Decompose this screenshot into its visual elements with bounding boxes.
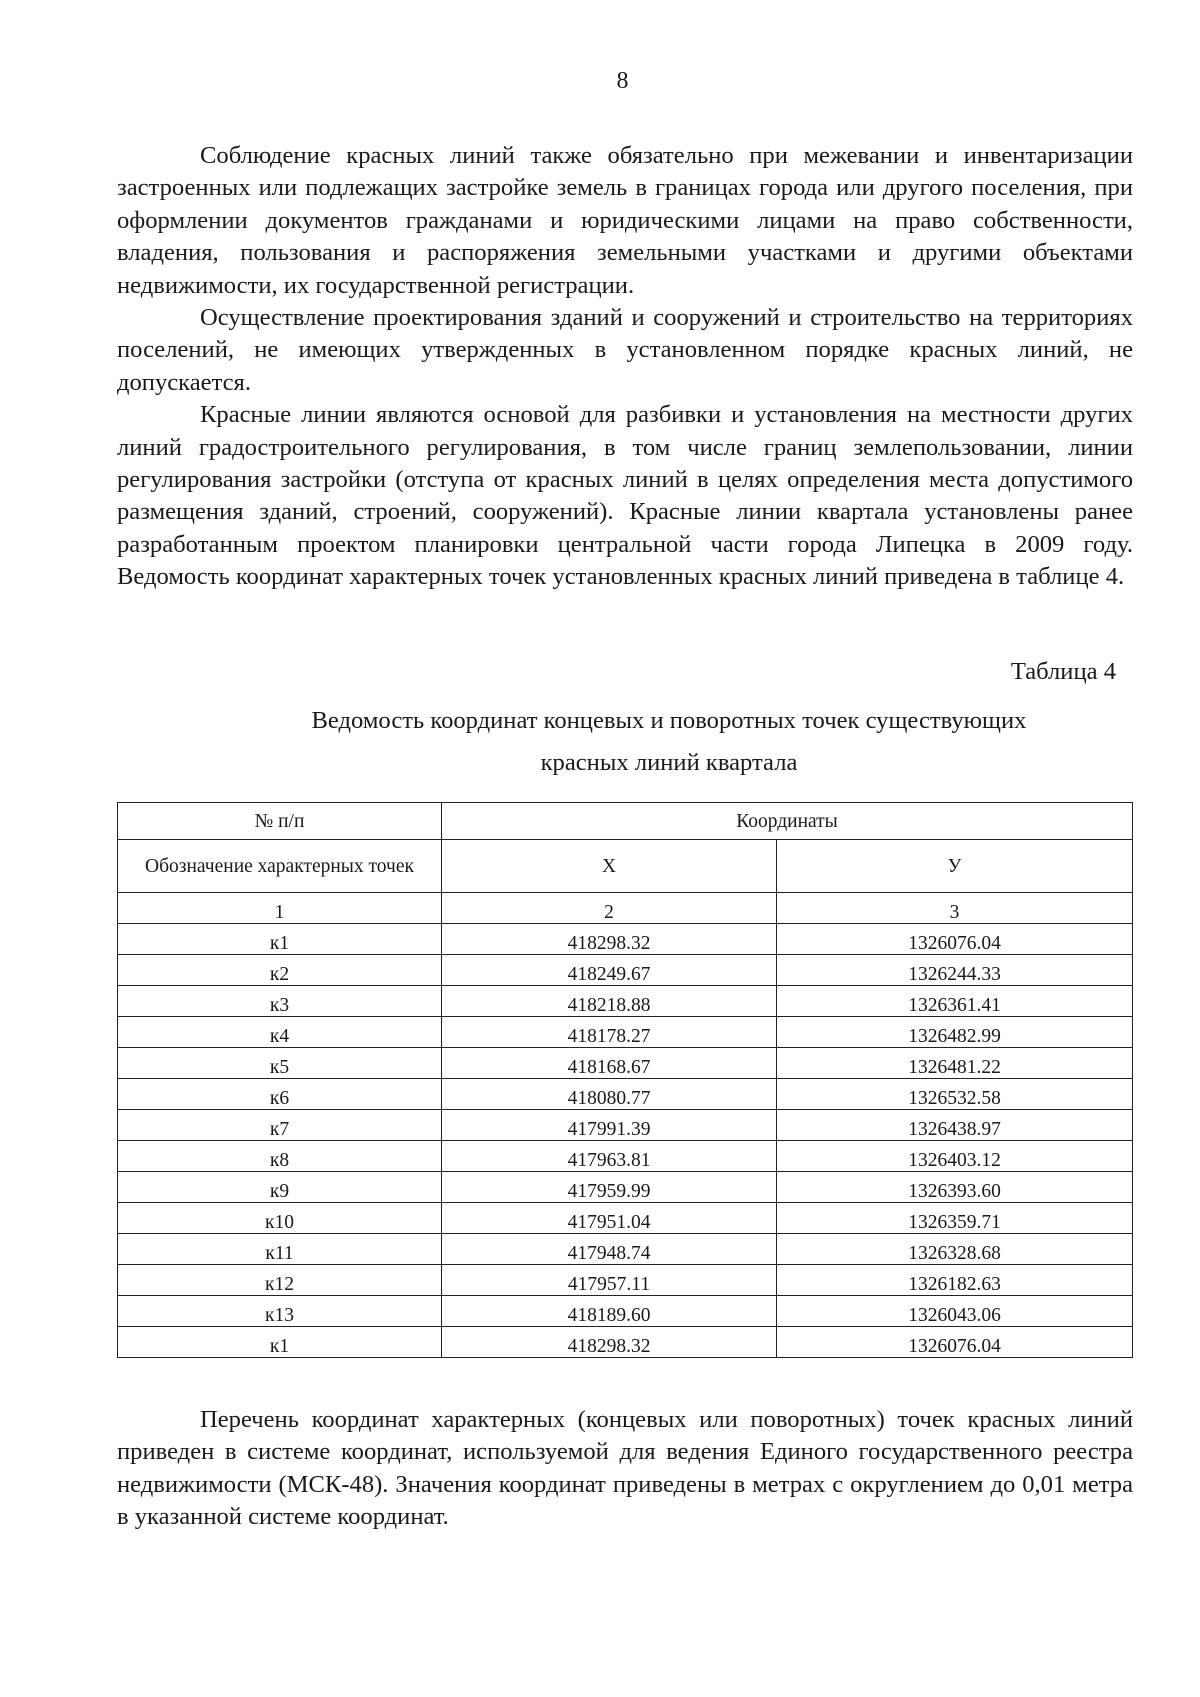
table-row: [118, 1296, 1133, 1327]
column-number: 3: [777, 893, 1133, 924]
cell-y: 1326481.22: [777, 1048, 1133, 1079]
cell-point: к3: [118, 986, 442, 1017]
table-row: [118, 1017, 1133, 1048]
cell-y: 1326393.60: [777, 1172, 1133, 1203]
cell-point: к9: [118, 1172, 442, 1203]
cell-x: 418298.32: [442, 1327, 777, 1358]
table-row: [118, 1327, 1133, 1358]
cell-x: 417963.81: [442, 1141, 777, 1172]
cell-y: 1326076.04: [777, 924, 1133, 955]
table-row: [118, 1265, 1133, 1296]
cell-x: 417959.99: [442, 1172, 777, 1203]
page-number: 8: [616, 68, 629, 94]
table-row: [118, 1141, 1133, 1172]
cell-y: 1326403.12: [777, 1141, 1133, 1172]
table-row: [118, 1048, 1133, 1079]
table-header-row: [118, 803, 1133, 840]
cell-y: 1326361.41: [777, 986, 1133, 1017]
table-caption-line: Ведомость координат концевых и поворотных точек существующих: [311, 707, 1027, 734]
cell-point: к6: [118, 1079, 442, 1110]
table-row: [118, 955, 1133, 986]
cell-x: 417991.39: [442, 1110, 777, 1141]
column-number: 1: [118, 893, 442, 924]
paragraph: Осуществление проектирования зданий и сооружений и строительство на территориях поселений, не имеющих утвержденных в установленном порядке красных линий, не допускается.: [117, 304, 1133, 396]
cell-y: 1326328.68: [777, 1234, 1133, 1265]
cell-y: 1326359.71: [777, 1203, 1133, 1234]
cell-y: 1326482.99: [777, 1017, 1133, 1048]
table-row: [118, 924, 1133, 955]
cell-x: 417957.11: [442, 1265, 777, 1296]
paragraph: Красные линии являются основой для разбивки и установления на местности других линий градостроительного регулирования, в том числе границ землепользовании, линии регулирования застройки (отступа от красных линий в целях определения места допустимого размещения зданий, строений, сооружений). Красные линии квартала установлены ранее разработанным проектом планировки центральной части города Липецка в 2009 году. Ведомость координат характерных точек установленных красных линий приведена в таблице 4.: [117, 401, 1133, 591]
table-caption: [117, 700, 1200, 784]
body-text-top: [117, 140, 1133, 594]
cell-x: 418178.27: [442, 1017, 777, 1048]
cell-y: 1326043.06: [777, 1296, 1133, 1327]
cell-x: 418189.60: [442, 1296, 777, 1327]
table-row: [118, 986, 1133, 1017]
cell-point: к7: [118, 1110, 442, 1141]
cell-y: 1326244.33: [777, 955, 1133, 986]
body-text-bottom: [117, 1404, 1133, 1534]
cell-x: 418168.67: [442, 1048, 777, 1079]
cell-point: к2: [118, 955, 442, 986]
paragraph: Соблюдение красных линий также обязательно при межевании и инвентаризации застроенных или подлежащих застройке земель в границах города или другого поселения, при оформлении документов гражданами и юридическими лицами на право собственности, владения, пользования и распоряжения земельными участками и другими объектами недвижимости, их государственной регистрации.: [117, 142, 1133, 299]
column-number-row: [118, 893, 1133, 924]
cell-point: к12: [118, 1265, 442, 1296]
header-point: Обозначение характерных точек: [118, 840, 442, 893]
cell-x: 418249.67: [442, 955, 777, 986]
cell-point: к5: [118, 1048, 442, 1079]
table-caption-line: красных линий квартала: [540, 749, 798, 776]
cell-point: к1: [118, 924, 442, 955]
cell-point: к1: [118, 1327, 442, 1358]
header-coordinates: Координаты: [442, 803, 1133, 840]
cell-y: 1326532.58: [777, 1079, 1133, 1110]
table-row: [118, 1234, 1133, 1265]
cell-y: 1326182.63: [777, 1265, 1133, 1296]
cell-x: 418080.77: [442, 1079, 777, 1110]
table-row: [118, 1110, 1133, 1141]
cell-y: 1326076.04: [777, 1327, 1133, 1358]
paragraph: Перечень координат характерных (концевых или поворотных) точек красных линий приведен в системе координат, используемой для ведения Единого государственного реестра недвижимости (МСК-48). Значения координат приведены в метрах с округлением до 0,01 метра в указанной системе координат.: [117, 1406, 1133, 1531]
table-row: [118, 1079, 1133, 1110]
coordinates-table: [117, 802, 1133, 1358]
header-y: У: [777, 840, 1133, 893]
table-row: [118, 1172, 1133, 1203]
column-number: 2: [442, 893, 777, 924]
table-row: [118, 1203, 1133, 1234]
cell-point: к4: [118, 1017, 442, 1048]
cell-x: 417951.04: [442, 1203, 777, 1234]
cell-x: 417948.74: [442, 1234, 777, 1265]
cell-point: к10: [118, 1203, 442, 1234]
cell-y: 1326438.97: [777, 1110, 1133, 1141]
header-x: X: [442, 840, 777, 893]
table-header-row: [118, 840, 1133, 893]
cell-point: к8: [118, 1141, 442, 1172]
cell-x: 418218.88: [442, 986, 777, 1017]
header-num: № п/п: [118, 803, 442, 840]
cell-point: к13: [118, 1296, 442, 1327]
cell-x: 418298.32: [442, 924, 777, 955]
table-label: Таблица 4: [1010, 658, 1116, 685]
cell-point: к11: [118, 1234, 442, 1265]
